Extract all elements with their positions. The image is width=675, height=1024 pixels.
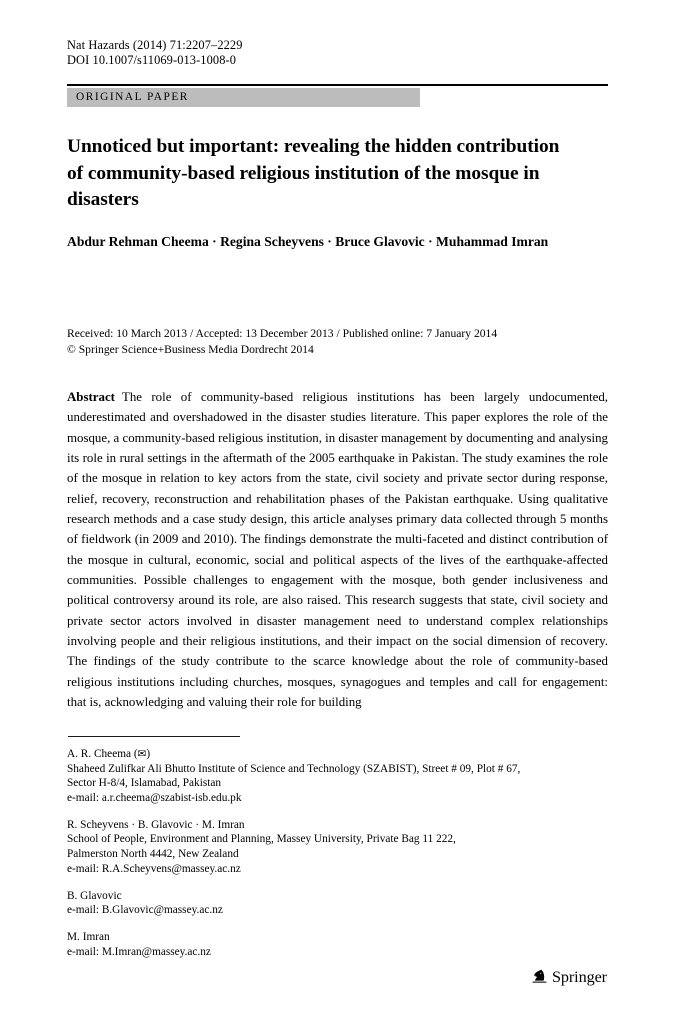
footnote-name-text: A. R. Cheema ( bbox=[67, 748, 138, 760]
abstract-body: The role of community-based religious institutions has been largely undocumented, underestimated and overshadowed in the disaster studies literature. This paper explores the role of the mosque, a community-based religious institution, in disaster management by documenting and analysing its role in rural settings in the aftermath of the 2005 earthquake in Pakistan. The study examines the role of the mosque in relation to key actors from the state, civil society and private sector during response, relief, recovery, reconstruction and rehabilitation phases of the Pakistan earthquake. Using qualitative research methods and a case study design, this article analyses primary data collected through 5 months of fieldwork (in 2009 and 2010). The findings demonstrate the multi-faceted and distinct contribution of the mosque in cultural, economic, social and political aspects of the lives of the earthquake-affected communities. Possible challenges to engagement with the mosque, both gender inclusiveness and political controversy around its role, are also raised. This research suggests that state, civil society and private sector actors involved in disaster management need to understand complex relationships involving people and their religious institutions, and their impact on the social dimension of recovery. The findings of the study contribute to the scarce knowledge about the role of community-based religious institutions including churches, mosques, synagogues and temples and call for engagement: that is, acknowledging and valuing their role for building bbox=[67, 390, 608, 710]
page-title: Unnoticed but important: revealing the hidden contribution of community-based religious institution of the mosque in disasters bbox=[67, 136, 560, 211]
footnote-affiliation-line-2: Sector H-8/4, Islamabad, Pakistan bbox=[67, 777, 222, 790]
springer-wordmark: Springer bbox=[552, 968, 607, 987]
journal-doi: DOI 10.1007/s11069-013-1008-0 bbox=[67, 53, 237, 68]
footnote-name: M. Imran bbox=[67, 931, 110, 944]
footnote-affiliation-line-1: School of People, Environment and Planning, Massey University, Private Bag 11 222, bbox=[67, 833, 456, 846]
footnote-affiliation-line-1: Shaheed Zulifkar Ali Bhutto Institute of Science and Technology (SZABIST), Street # 09, Plot # 67, bbox=[67, 762, 521, 775]
footnote-authors-massey bbox=[67, 818, 612, 876]
abstract-heading: Abstract bbox=[67, 390, 115, 404]
footnote-separator-rule bbox=[68, 736, 240, 737]
footnote-email[interactable]: e-mail: B.Glavovic@massey.ac.nz bbox=[67, 904, 223, 917]
springer-logo bbox=[531, 968, 607, 987]
abstract-section bbox=[67, 387, 608, 713]
publication-dates bbox=[67, 326, 612, 357]
journal-citation: Nat Hazards (2014) 71:2207–2229 bbox=[67, 38, 243, 52]
footnote-name bbox=[67, 747, 612, 762]
journal-header bbox=[67, 38, 243, 69]
article-type-label: ORIGINAL PAPER bbox=[76, 91, 189, 103]
footnote-email[interactable]: e-mail: R.A.Scheyvens@massey.ac.nz bbox=[67, 862, 241, 875]
footnote-author-glavovic bbox=[67, 889, 612, 918]
footnote-author-cheema bbox=[67, 747, 612, 805]
correspondence-block bbox=[67, 747, 612, 960]
received-accepted-line: Received: 10 March 2013 / Accepted: 13 December 2013 / Published online: 7 January 2014 bbox=[67, 327, 498, 340]
footnote-author-imran bbox=[67, 930, 612, 959]
footnote-affiliation-line-2: Palmerston North 4442, New Zealand bbox=[67, 848, 239, 861]
footnote-email[interactable]: e-mail: M.Imran@massey.ac.nz bbox=[67, 946, 211, 959]
banner-top-rule bbox=[67, 84, 608, 86]
springer-knight-icon bbox=[531, 968, 548, 987]
envelope-icon: ✉ bbox=[137, 748, 147, 760]
footnote-name: R. Scheyvens · B. Glavovic · M. Imran bbox=[67, 818, 245, 831]
footnote-email[interactable]: e-mail: a.r.cheema@szabist-isb.edu.pk bbox=[67, 791, 242, 804]
author-list: Abdur Rehman Cheema · Regina Scheyvens · Bruce Glavovic · Muhammad Imran bbox=[67, 234, 549, 249]
copyright-line: © Springer Science+Business Media Dordrecht 2014 bbox=[67, 342, 314, 356]
article-type-banner bbox=[67, 88, 420, 107]
footnote-name: B. Glavovic bbox=[67, 889, 122, 902]
footnote-name-suffix: ) bbox=[146, 748, 151, 760]
